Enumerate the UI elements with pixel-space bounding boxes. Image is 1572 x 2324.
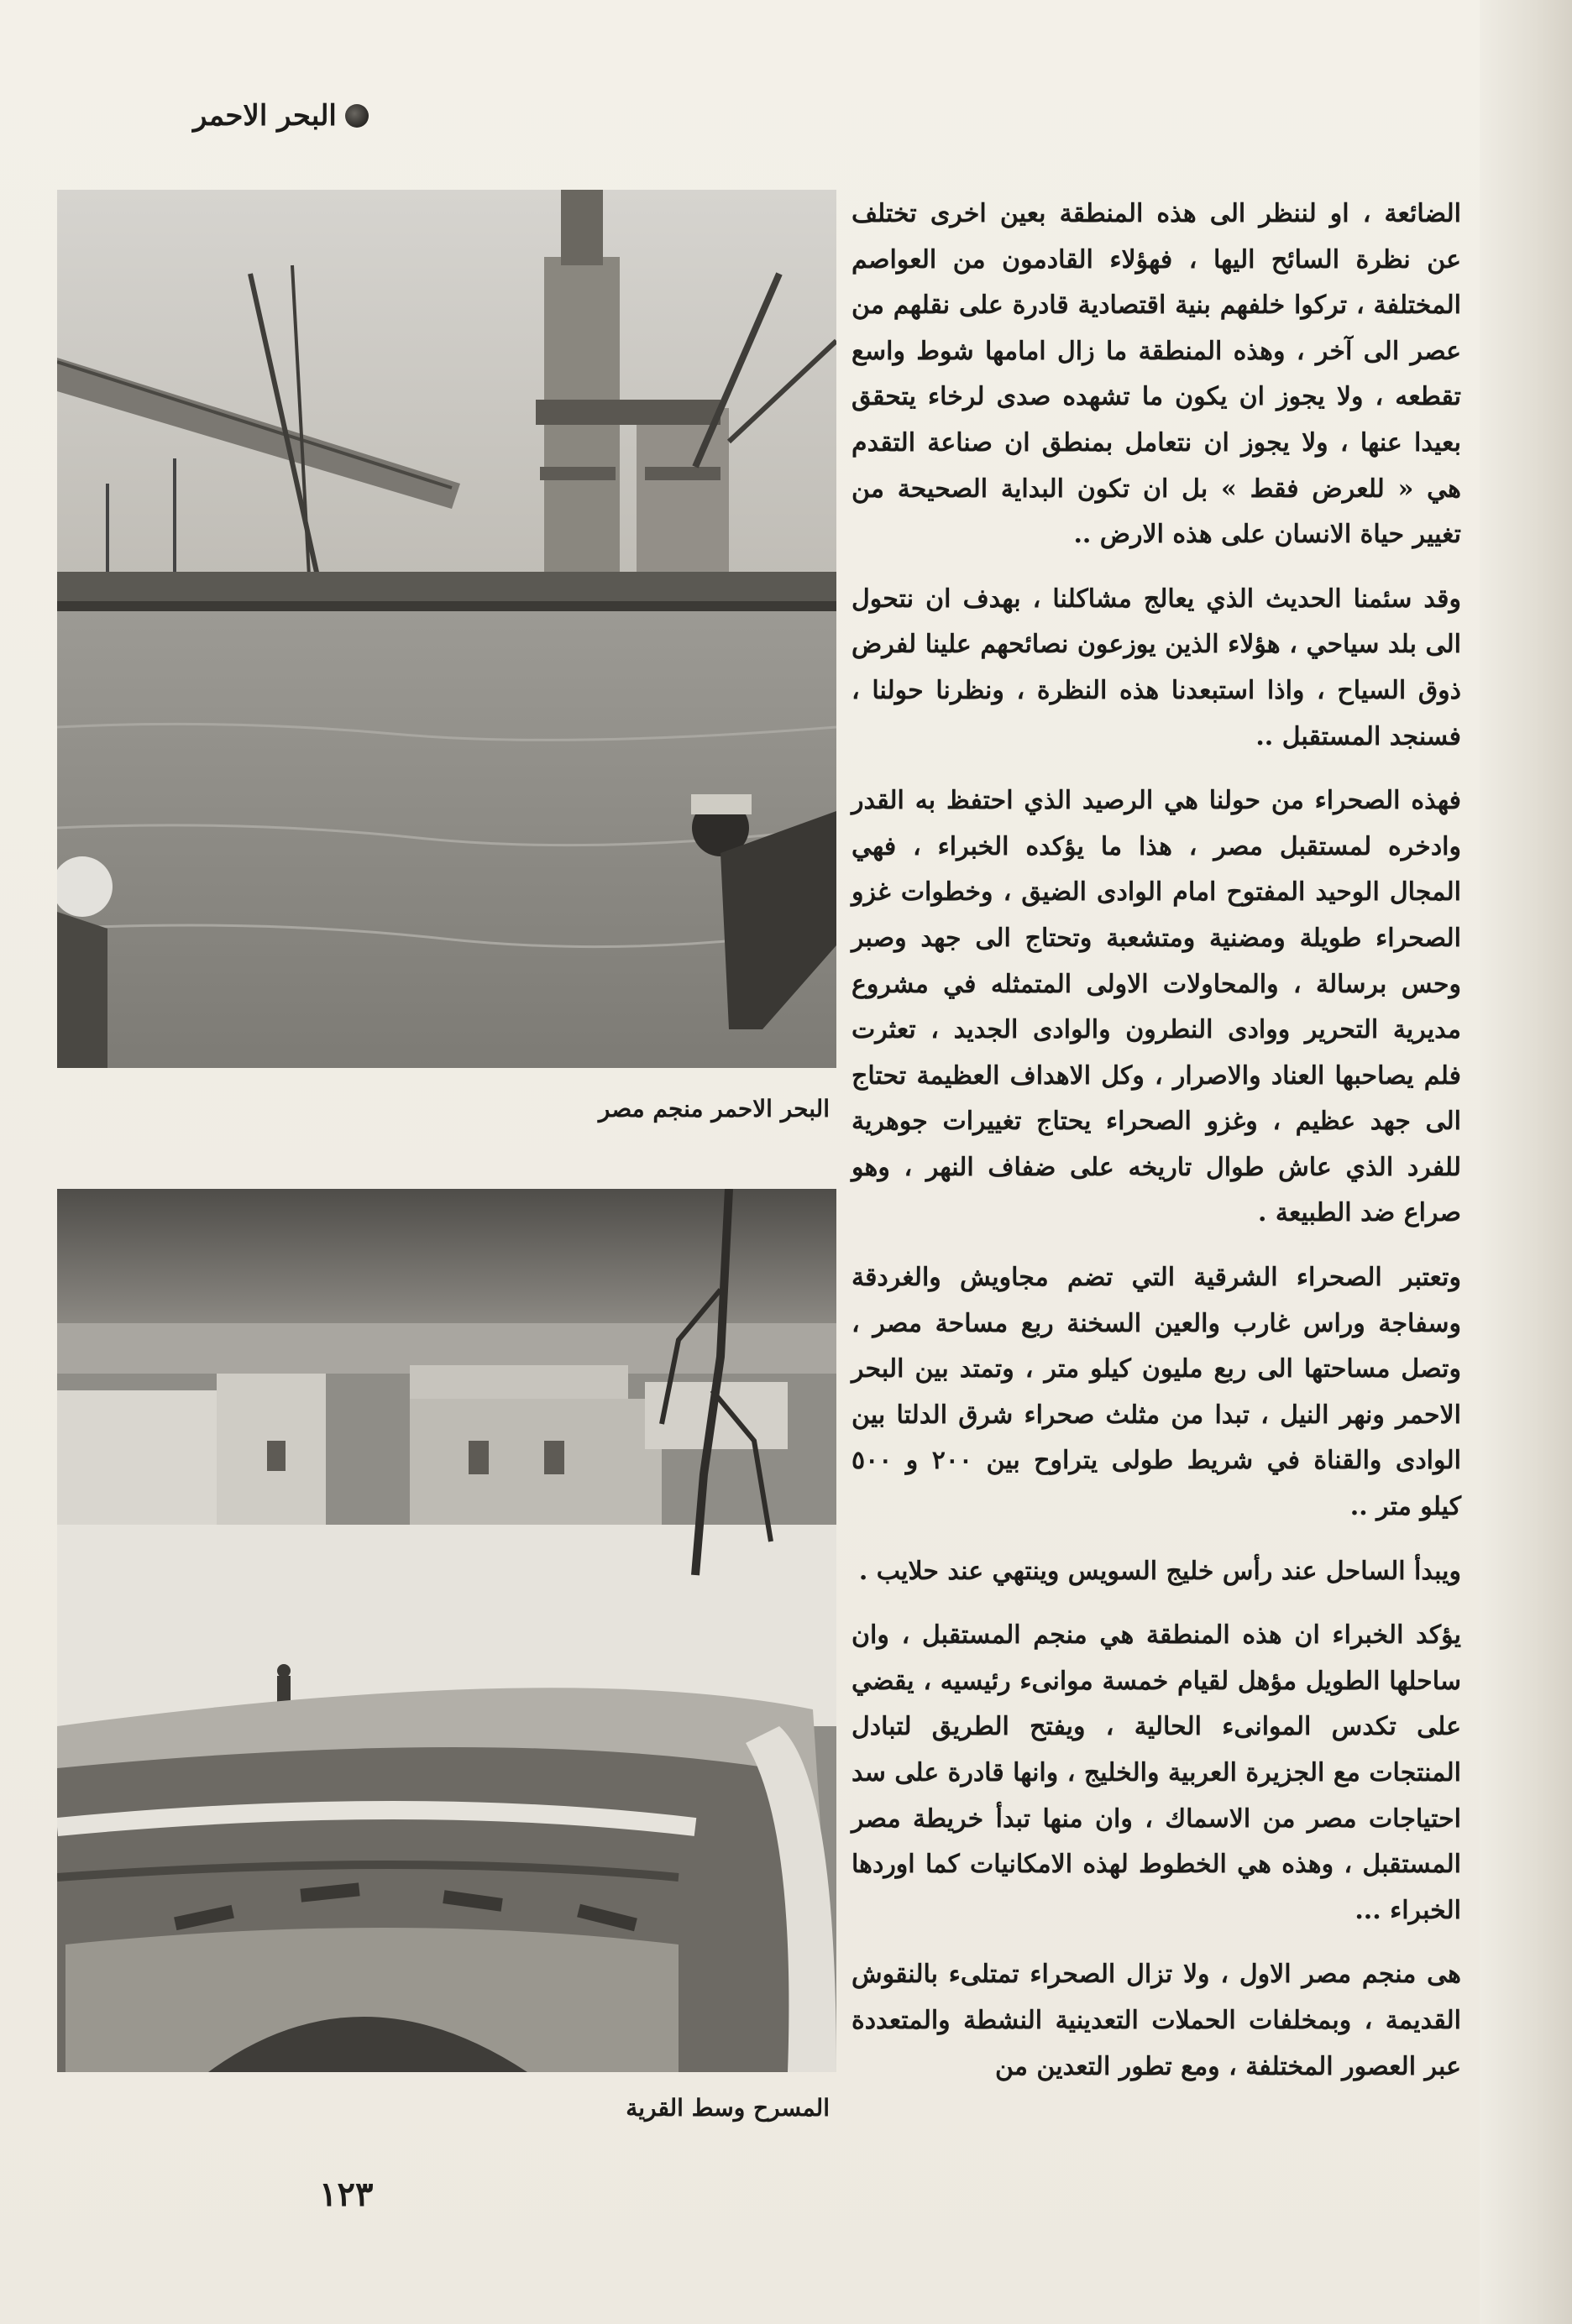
page-edge-shadow xyxy=(1480,0,1572,2324)
article-paragraph-7: هى منجم مصر الاول ، ولا تزال الصحراء تمتلىء بالنقوش القديمة ، وبمخلفات الحملات التعدينية النشطة والمتعددة عبر العصور المختلفة ، ومع تطور التعدين من xyxy=(852,1960,1461,2081)
article-paragraph-3: فهذه الصحراء من حولنا هي الرصيد الذي احتفظ به القدر وادخره لمستقبل مصر ، هذا ما يؤكده الخبراء ، فهي المجال الوحيد المفتوح امام الوادى الضيق ، وخطوات غزو الصحراء طويلة ومضنية ومتشعبة وتحتاج الى جهد وصبر وحس برسالة ، والمحاولات الاولى المتمثله في مشروع مديرية التحرير ووادى النطرون والوادى الجديد ، تعثرت فلم يصاحبها العناد والاصرار ، وكل الاهداف العظيمة تحتاج الى جهد عظيم ، وغزو الصحراء يحتاج تغييرات جوهرية للفرد الذي عاش طوال تاريخه على ضفاف النهر ، وهو صراع ضد الطبيعة . xyxy=(852,786,1461,1228)
section-title: البحر الاحمر xyxy=(193,99,337,133)
article-body xyxy=(852,191,1461,2108)
article-paragraph-2: وقد سئمنا الحديث الذي يعالج مشاكلنا ، بهدف ان نتحول الى بلد سياحي ، هؤلاء الذين يوزعون نصائحهم علينا لفرض ذوق السياح ، واذا استبعدنا هذه النظرة ، ونظرنا حولنا ، فسنجد المستقبل .. xyxy=(852,584,1461,751)
article-paragraph-6: يؤكد الخبراء ان هذه المنطقة هي منجم المستقبل ، وان ساحلها الطويل مؤهل لقيام خمسة موانىء رئيسيه ، يقضي على تكدس الموانىء الحالية ، ويفتح الطريق لتبادل المنتجات مع الجزيرة العربية والخليج ، وانها قادرة على سد احتياجات مصر من الاسماك ، وان منها تبدأ خريطة مصر المستقبل ، وهذه هي الخطوط لهذه الامكانيات كما اوردها الخبراء ... xyxy=(852,1620,1461,1925)
bottom-photo-caption: المسرح وسط القرية xyxy=(626,2094,830,2122)
article-paragraph-5: ويبدأ الساحل عند رأس خليج السويس وينتهي عند حلايب . xyxy=(858,1556,1461,1586)
running-header xyxy=(193,94,369,138)
top-photo-caption: البحر الاحمر منجم مصر xyxy=(598,1095,830,1123)
harbour-cranes-photo xyxy=(57,190,836,1068)
article-paragraph-1: الضائعة ، او لننظر الى هذه المنطقة بعين اخرى تختلف عن نظرة السائح اليها ، فهؤلاء القادمون من العواصم المختلفة ، تركوا خلفهم بنية اقتصادية قادرة على نقلهم من عصر الى آخر ، وهذه المنطقة ما زال امامها شوط واسع تقطعه ، ولا يجوز ان يكون ما تشهده صدى لرخاء يتحقق بعيدا عنها ، ولا يجوز ان نتعامل بمنطق ان صناعة التقدم هي « للعرض فقط » بل ان تكون البداية الصحيحة من تغيير حياة الانسان على هذه الارض .. xyxy=(852,199,1461,550)
page-number: ١٢٣ xyxy=(319,2175,374,2214)
village-theatre-photo xyxy=(57,1189,836,2072)
article-paragraph-4: وتعتبر الصحراء الشرقية التي تضم مجاويش والغردقة وسفاجة وراس غارب والعين السخنة ربع مساحة مصر ، وتصل مساحتها الى ربع مليون كيلو متر ، وتمتد بين البحر الاحمر ونهر النيل ، تبدا من مثلث صحراء شرق الدلتا بين الوادى والقناة في شريط طولى يتراوح بين ٢٠٠ و ٥٠٠ كيلو متر .. xyxy=(852,1263,1461,1522)
bullet-dot-icon xyxy=(345,104,369,128)
